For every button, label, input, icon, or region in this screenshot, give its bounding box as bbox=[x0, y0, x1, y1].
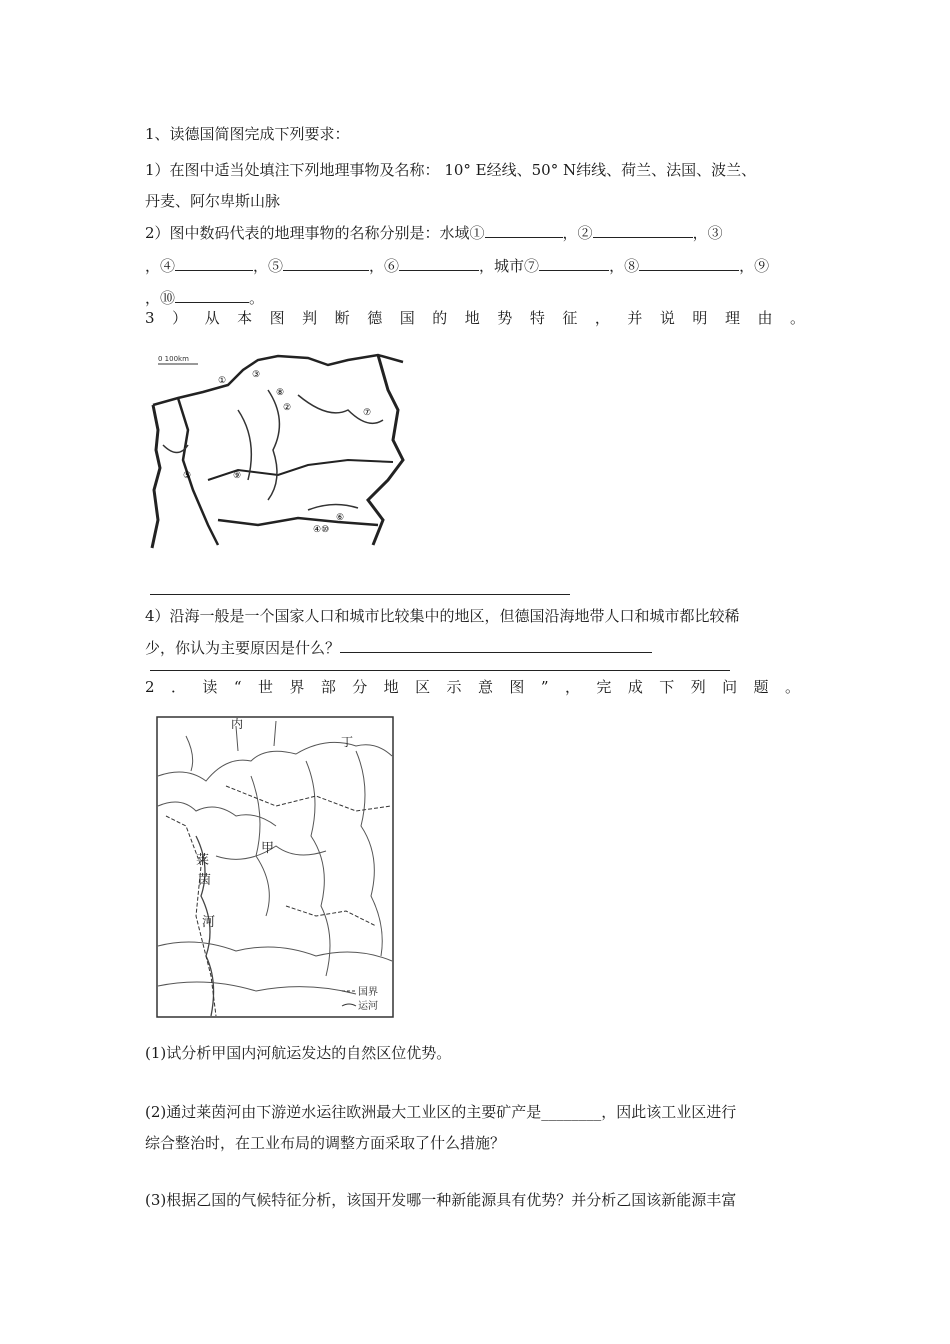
legend-canal-label: 运河 bbox=[358, 1001, 378, 1012]
answer-line-part3[interactable] bbox=[150, 594, 570, 595]
map1-mark-2: ② bbox=[283, 403, 292, 413]
q1-part2-line3 bbox=[145, 288, 264, 308]
q2-sub1: (1)试分析甲国内河航运发达的自然区位优势。 bbox=[145, 1044, 452, 1062]
map1-mark-3: ③ bbox=[252, 370, 261, 380]
q1-part4-line1: 4）沿海一般是一个国家人口和城市比较集中的地区，但德国沿海地带人口和城市都比较稀 bbox=[145, 607, 740, 625]
q1-part2-sep-3: ，③ bbox=[692, 224, 723, 242]
q1-part2-end: 。 bbox=[249, 289, 265, 307]
q1-part2-sep-4: ，④ bbox=[145, 257, 176, 275]
q1-part3: 3）从本图判断德国的地势特征，并说明理由。 bbox=[145, 309, 805, 327]
map2-label-jia: 甲 bbox=[261, 841, 275, 856]
q2-sub3: (3)根据乙国的气候特征分析，该国开发哪一种新能源具有优势？并分析乙国该新能源丰富 bbox=[145, 1191, 737, 1209]
answer-blank-part4[interactable] bbox=[340, 638, 652, 653]
q2-title: 2．读“世界部分地区示意图”，完成下列问题。 bbox=[145, 678, 800, 696]
map2-label-ding: 丁 bbox=[341, 735, 354, 749]
q1-part4-line2 bbox=[145, 638, 652, 658]
map1-mark-6: ⑥ bbox=[336, 513, 345, 523]
q1-part2-sep-7: ，城市⑦ bbox=[479, 257, 540, 275]
q1-part2-sep-9: ，⑨ bbox=[739, 257, 770, 275]
answer-line-part4[interactable] bbox=[150, 670, 730, 671]
q1-part2-sep-5: ，⑤ bbox=[253, 257, 284, 275]
answer-blank-7[interactable] bbox=[539, 256, 609, 271]
map1-mark-9: ⑨ bbox=[233, 471, 242, 481]
q2-sub2-line2: 综合整治时，在工业布局的调整方面采取了什么措施？ bbox=[145, 1134, 506, 1152]
map1-scale: 0 100km bbox=[158, 355, 189, 363]
q1-part2-intro: 2）图中数码代表的地理事物的名称分别是：水域① bbox=[145, 224, 485, 242]
q2-sub2-line1: (2)通过莱茵河由下游逆水运往欧洲最大工业区的主要矿产是________，因此该工业区进行 bbox=[145, 1103, 737, 1121]
germany-map bbox=[148, 350, 410, 550]
answer-blank-1[interactable] bbox=[485, 223, 563, 238]
map1-mark-1: ① bbox=[218, 376, 227, 386]
map2-label-lai: 莱 bbox=[196, 853, 210, 868]
q1-part2-line2 bbox=[145, 256, 769, 276]
q1-part1-line2: 丹麦、阿尔卑斯山脉 bbox=[145, 192, 281, 210]
answer-blank-6[interactable] bbox=[399, 256, 479, 271]
q1-part1-line1: 1）在图中适当处填注下列地理事物及名称： 10° E经线、50° N纬线、荷兰、法国、波兰、 bbox=[145, 161, 757, 179]
map2-label-he: 河 bbox=[202, 915, 216, 930]
map1-mark-7: ⑦ bbox=[363, 408, 372, 418]
answer-blank-8[interactable] bbox=[639, 256, 739, 271]
q1-part2-line1 bbox=[145, 223, 723, 243]
q1-part2-sep-2: ，② bbox=[562, 224, 593, 242]
map2-label-yin: 茵 bbox=[198, 873, 212, 888]
answer-blank-2[interactable] bbox=[593, 223, 693, 238]
answer-blank-5[interactable] bbox=[283, 256, 369, 271]
map2-label-nei: 内 bbox=[231, 717, 244, 731]
q1-part2-sep-6: ，⑥ bbox=[369, 257, 400, 275]
answer-blank-4[interactable] bbox=[175, 256, 253, 271]
map1-mark-5: ⑤ bbox=[183, 471, 192, 481]
map1-mark-4-10: ④⑩ bbox=[313, 525, 330, 535]
map1-mark-8: ⑧ bbox=[276, 388, 285, 398]
legend-border-label: 国界 bbox=[358, 987, 378, 998]
q1-part4-question: 少，你认为主要原因是什么？ bbox=[145, 639, 341, 657]
q1-part2-sep-10: ，⑩ bbox=[145, 289, 176, 307]
world-region-map bbox=[156, 716, 394, 1018]
answer-blank-10[interactable] bbox=[175, 288, 249, 303]
q1-title: 1、读德国简图完成下列要求： bbox=[145, 125, 350, 143]
q1-part2-sep-8: ，⑧ bbox=[609, 257, 640, 275]
